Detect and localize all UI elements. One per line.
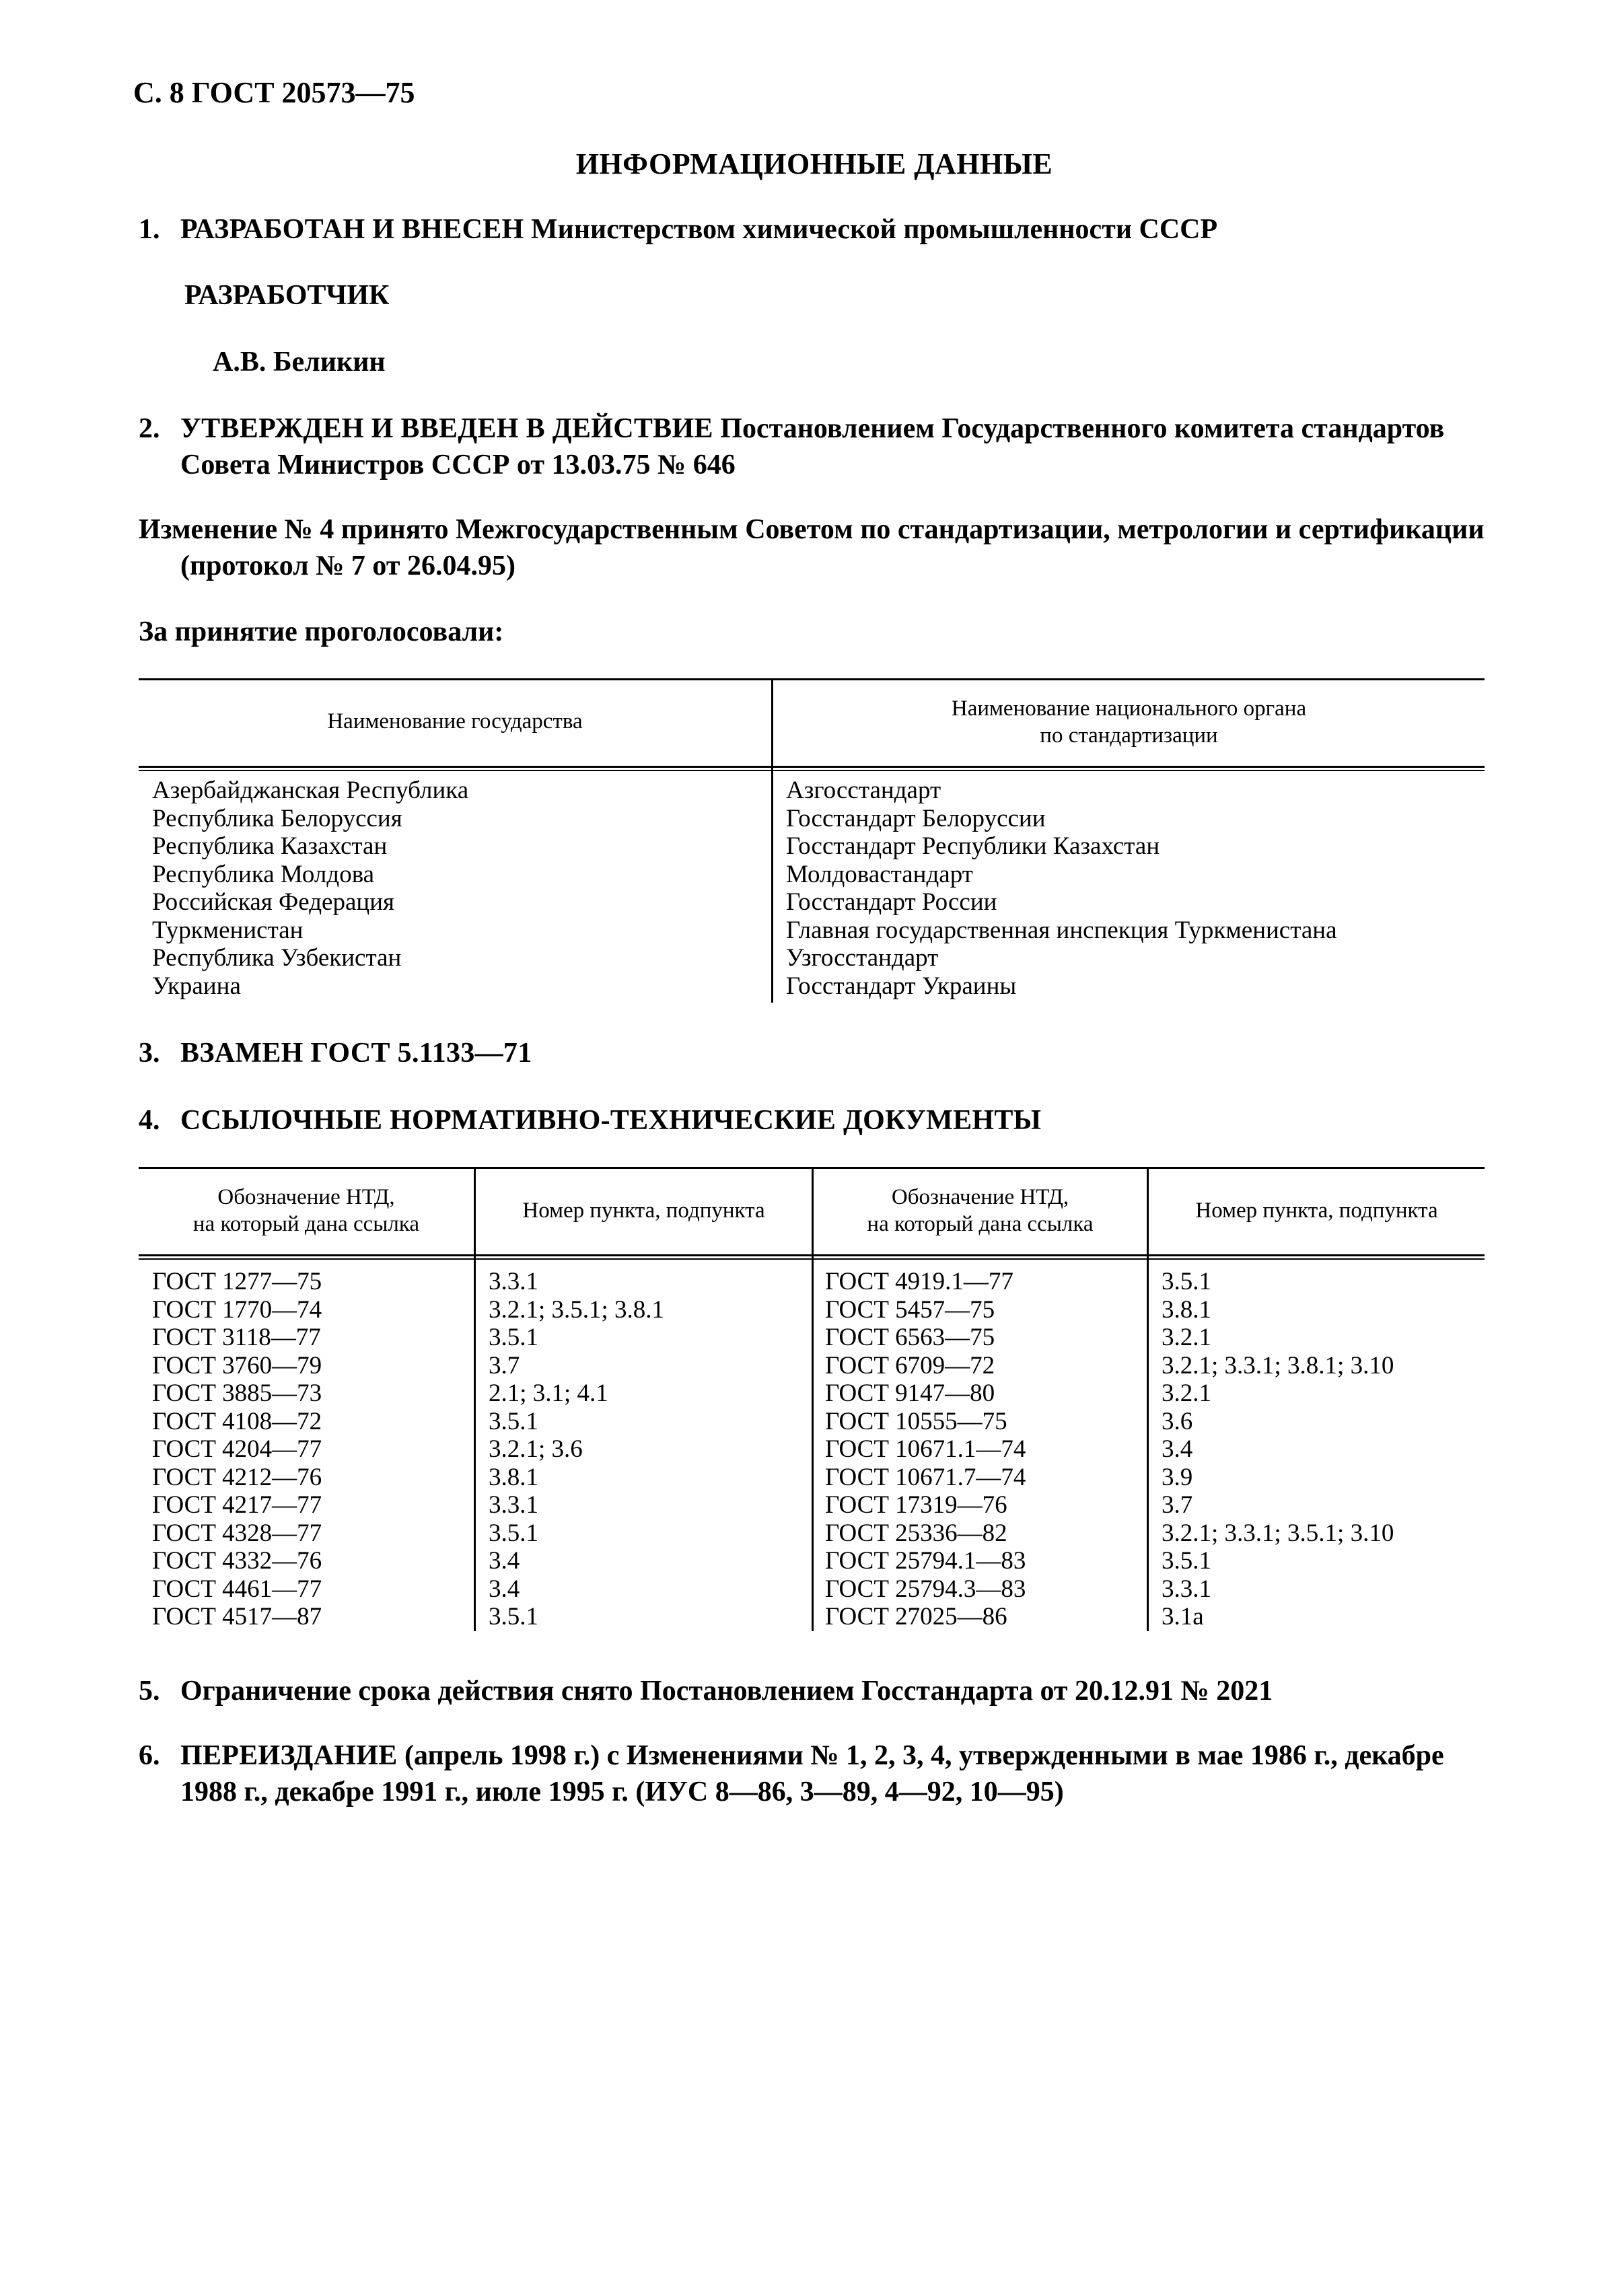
ref-clause: 3.7 xyxy=(1162,1491,1193,1519)
ref-clause: 2.1; 3.1; 4.1 xyxy=(489,1379,608,1407)
refs-header-doc-left-line1: Обозначение НТД, xyxy=(217,1185,395,1209)
state-name: Республика Узбекистан xyxy=(152,944,402,972)
item-2 xyxy=(139,409,1444,448)
item-4 xyxy=(139,1101,1041,1140)
ref-document: ГОСТ 5457—75 xyxy=(825,1295,995,1324)
ref-clause: 3.4 xyxy=(489,1575,520,1603)
ref-document: ГОСТ 9147—80 xyxy=(825,1379,995,1407)
ref-document: ГОСТ 1277—75 xyxy=(152,1268,322,1295)
ref-clause: 3.3.1 xyxy=(489,1268,538,1295)
national-bodies-list xyxy=(786,777,1337,1000)
ref-document: ГОСТ 3118—77 xyxy=(152,1324,321,1351)
national-body-name: Госстандарт Белоруссии xyxy=(786,804,1046,832)
ref-clause: 3.8.1 xyxy=(1162,1295,1211,1324)
page-header: С. 8 ГОСТ 20573—75 xyxy=(133,76,415,109)
item-6-number: 6. xyxy=(139,1740,160,1771)
ref-document: ГОСТ 4517—87 xyxy=(152,1603,322,1630)
refs-header-doc-right-line1: Обозначение НТД, xyxy=(891,1185,1069,1209)
states-table-header-rule xyxy=(139,766,1485,768)
item-2-lead: УТВЕРЖДЕН И ВВЕДЕН В ДЕЙСТВИЕ xyxy=(180,413,713,444)
item-2-text-line2: Совета Министров СССР от 13.03.75 № 646 xyxy=(180,450,736,480)
ref-document: ГОСТ 3885—73 xyxy=(152,1379,322,1407)
ref-document: ГОСТ 27025—86 xyxy=(825,1603,1007,1630)
ref-clause: 3.4 xyxy=(1162,1435,1193,1463)
left-clauses-list xyxy=(489,1268,664,1631)
ref-document: ГОСТ 6709—72 xyxy=(825,1351,995,1379)
state-name: Республика Казахстан xyxy=(152,832,388,860)
header-national-body-line2: по стандартизации xyxy=(1040,723,1218,748)
state-name: Республика Белоруссия xyxy=(152,804,402,832)
ref-clause: 3.2.1; 3.3.1; 3.5.1; 3.10 xyxy=(1162,1519,1394,1547)
left-docs-list xyxy=(152,1268,322,1631)
ref-document: ГОСТ 1770—74 xyxy=(152,1295,322,1324)
refs-header-doc-left xyxy=(139,1184,474,1237)
item-2-text-line1: Постановлением Государственного комитета стандартов xyxy=(713,413,1445,444)
ref-clause: 3.8.1 xyxy=(489,1463,538,1491)
item-5-number: 5. xyxy=(139,1676,160,1707)
state-name: Туркменистан xyxy=(152,916,304,944)
ref-clause: 3.5.1 xyxy=(1162,1268,1211,1295)
item-5 xyxy=(139,1672,1273,1711)
ref-document: ГОСТ 4919.1—77 xyxy=(825,1268,1013,1295)
ref-document: ГОСТ 4328—77 xyxy=(152,1519,322,1547)
header-national-body xyxy=(773,695,1485,749)
state-name: Украина xyxy=(152,972,241,1000)
national-body-name: Главная государственная инспекция Туркменистана xyxy=(786,916,1337,944)
refs-header-doc-left-line2: на который дана ссылка xyxy=(192,1212,420,1236)
ref-document: ГОСТ 4332—76 xyxy=(152,1547,322,1575)
ref-document: ГОСТ 6563—75 xyxy=(825,1324,995,1351)
item-3-number: 3. xyxy=(139,1038,160,1069)
ref-clause: 3.3.1 xyxy=(489,1491,538,1519)
item-1 xyxy=(139,210,1217,249)
ref-document: ГОСТ 25336—82 xyxy=(825,1519,1007,1547)
ref-document: ГОСТ 10671.1—74 xyxy=(825,1435,1026,1463)
right-docs-list xyxy=(825,1268,1026,1631)
change-line-1: Изменение № 4 принято Межгосударственным Советом по стандартизации, метрологии и сертификации xyxy=(139,514,1485,545)
ref-clause: 3.4 xyxy=(489,1547,520,1575)
national-body-name: Госстандарт Украины xyxy=(786,972,1017,1000)
header-state: Наименование государства xyxy=(327,709,583,733)
references-table xyxy=(139,1167,1485,1638)
item-6-text-line1: (апрель 1998 г.) с Изменениями № 1, 2, 3, 4, утвержденными в мае 1986 г., декабре xyxy=(397,1740,1444,1771)
ref-clause: 3.2.1 xyxy=(1162,1379,1211,1407)
ref-document: ГОСТ 25794.1—83 xyxy=(825,1547,1026,1575)
refs-header-doc-right-line2: на который дана ссылка xyxy=(867,1212,1094,1236)
refs-divider-3 xyxy=(1147,1167,1149,1631)
refs-header-doc-right xyxy=(814,1184,1147,1237)
state-name: Республика Молдова xyxy=(152,860,375,888)
developer-name: А.В. Беликин xyxy=(213,347,386,378)
ref-clause: 3.2.1; 3.6 xyxy=(489,1435,583,1463)
national-body-name: Молдовастандарт xyxy=(786,860,973,888)
ref-clause: 3.2.1; 3.5.1; 3.8.1 xyxy=(489,1295,665,1324)
ref-clause: 3.2.1 xyxy=(1162,1324,1211,1351)
ref-document: ГОСТ 17319—76 xyxy=(825,1491,1007,1519)
item-2-number: 2. xyxy=(139,413,160,444)
ref-document: ГОСТ 10671.7—74 xyxy=(825,1463,1026,1491)
ref-document: ГОСТ 25794.3—83 xyxy=(825,1575,1026,1603)
header-national-body-line1: Наименование национального органа xyxy=(951,696,1307,721)
refs-header-clause-right: Номер пункта, подпункта xyxy=(1195,1198,1438,1223)
ref-clause: 3.5.1 xyxy=(489,1603,538,1630)
document-title: ИНФОРМАЦИОННЫЕ ДАННЫЕ xyxy=(575,147,1053,180)
state-name: Российская Федерация xyxy=(152,888,395,916)
change-line-2: (протокол № 7 от 26.04.95) xyxy=(180,550,515,581)
developer-label: РАЗРАБОТЧИК xyxy=(184,280,390,311)
states-table-top-rule xyxy=(139,678,1485,680)
ref-document: ГОСТ 4217—77 xyxy=(152,1491,322,1519)
ref-document: ГОСТ 10555—75 xyxy=(825,1407,1007,1435)
ref-clause: 3.7 xyxy=(489,1351,520,1379)
item-3 xyxy=(139,1034,532,1073)
ref-clause: 3.2.1; 3.3.1; 3.8.1; 3.10 xyxy=(1162,1351,1394,1379)
ref-clause: 3.9 xyxy=(1162,1463,1193,1491)
item-4-text: ССЫЛОЧНЫЕ НОРМАТИВНО-ТЕХНИЧЕСКИЕ ДОКУМЕНТЫ xyxy=(180,1105,1042,1136)
states-table-header-rule-2 xyxy=(139,770,1485,771)
item-6 xyxy=(139,1736,1444,1775)
ref-clause: 3.3.1 xyxy=(1162,1575,1211,1603)
ref-document: ГОСТ 4108—72 xyxy=(152,1407,322,1435)
refs-header-clause-left: Номер пункта, подпункта xyxy=(522,1198,765,1223)
states-table xyxy=(139,678,1485,1008)
item-5-text: Ограничение срока действия снято Постановлением Госстандарта от 20.12.91 № 2021 xyxy=(180,1676,1273,1707)
voted-label: За принятие проголосовали: xyxy=(139,616,504,647)
item-1-lead: РАЗРАБОТАН И ВНЕСЕН xyxy=(180,214,524,245)
ref-clause: 3.5.1 xyxy=(1162,1547,1211,1575)
national-body-name: Узгосстандарт xyxy=(786,944,939,972)
item-6-text-line2: 1988 г., декабре 1991 г., июле 1995 г. (ИУС 8—86, 3—89, 4—92, 10—95) xyxy=(180,1777,1064,1807)
ref-document: ГОСТ 4204—77 xyxy=(152,1435,322,1463)
item-3-text: ВЗАМЕН ГОСТ 5.1133—71 xyxy=(180,1038,532,1069)
ref-clause: 3.5.1 xyxy=(489,1407,538,1435)
ref-document: ГОСТ 3760—79 xyxy=(152,1351,322,1379)
item-1-text: Министерством химической промышленности СССР xyxy=(524,214,1218,245)
ref-clause: 3.6 xyxy=(1162,1407,1193,1435)
ref-document: ГОСТ 4461—77 xyxy=(152,1575,322,1603)
right-clauses-list xyxy=(1162,1268,1394,1631)
national-body-name: Азгосстандарт xyxy=(786,777,941,804)
national-body-name: Госстандарт России xyxy=(786,888,997,916)
national-body-name: Госстандарт Республики Казахстан xyxy=(786,832,1160,860)
item-1-number: 1. xyxy=(139,214,160,245)
state-name: Азербайджанская Республика xyxy=(152,777,469,804)
states-list xyxy=(152,777,468,1000)
refs-divider-1 xyxy=(474,1167,476,1631)
ref-clause: 3.1а xyxy=(1162,1603,1204,1630)
ref-document: ГОСТ 4212—76 xyxy=(152,1463,322,1491)
item-6-lead: ПЕРЕИЗДАНИЕ xyxy=(180,1740,398,1771)
item-4-number: 4. xyxy=(139,1105,160,1136)
ref-clause: 3.5.1 xyxy=(489,1324,538,1351)
ref-clause: 3.5.1 xyxy=(489,1519,538,1547)
